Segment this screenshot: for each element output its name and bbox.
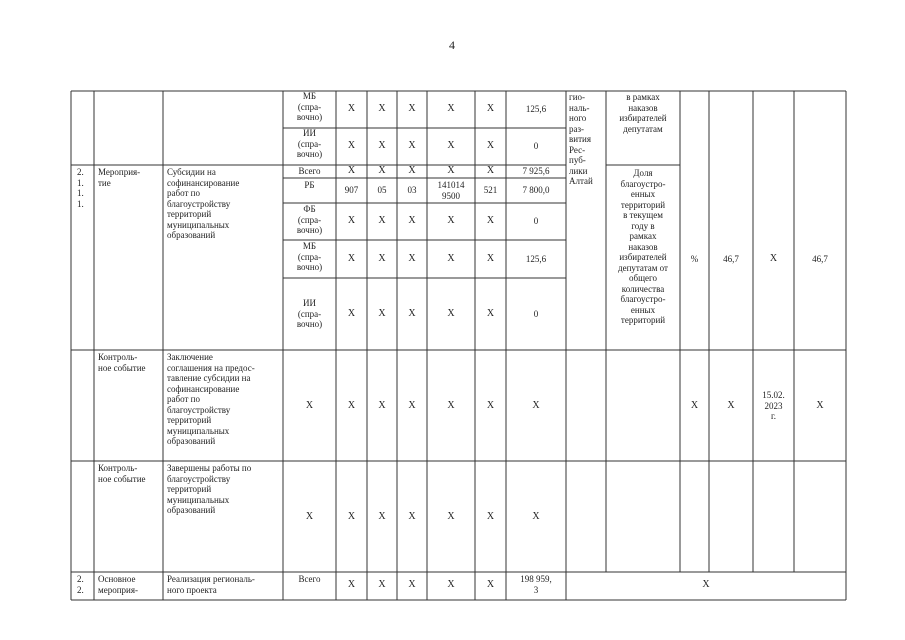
- x-mark: X: [816, 400, 824, 411]
- x-mark: X: [690, 400, 699, 411]
- x-mark: X: [408, 103, 416, 114]
- x-mark: X: [447, 308, 455, 319]
- main-total-label: Всего: [298, 574, 321, 584]
- x-mark: X: [447, 400, 455, 411]
- main-measure-number: 2. 2.: [77, 574, 84, 595]
- x-mark: X: [347, 400, 356, 411]
- x-mark: X: [486, 511, 495, 522]
- total-label: Всего: [298, 166, 321, 176]
- x-mark: X: [305, 511, 314, 522]
- x-mark: X: [347, 165, 356, 176]
- main-measure-name: Реализация региональ- ного проекта: [167, 574, 255, 595]
- event-name: Заключение соглашения на предос- тавление субсидии на софинансирование работ по благоустройству территорий муниципальных образований: [167, 352, 255, 446]
- indicator-value-2: X: [769, 253, 778, 264]
- rb-pr: 03: [407, 185, 417, 195]
- main-total-value: 198 959, 3: [520, 574, 552, 595]
- event-type: Контроль- ное событие: [98, 352, 146, 373]
- indicator-fragment: в рамках наказов избирателей депутатам: [619, 92, 667, 134]
- mb-value-top: 125,6: [525, 104, 547, 114]
- x-mark: X: [408, 308, 416, 319]
- x-mark: X: [347, 579, 356, 590]
- mb-value: 125,6: [525, 254, 547, 264]
- ii-label-top: ИИ (спра- вочно): [296, 128, 323, 159]
- rb-label: РБ: [304, 180, 315, 190]
- x-mark: X: [486, 253, 495, 264]
- x-mark: X: [378, 400, 386, 411]
- indicator-value-1: 46,7: [723, 254, 739, 264]
- x-mark: X: [486, 140, 495, 151]
- x-mark: X: [378, 579, 386, 590]
- x-mark: X: [378, 253, 386, 264]
- x-mark: X: [305, 400, 314, 411]
- x-mark: X: [447, 140, 455, 151]
- rb-csr: 141014 9500: [437, 180, 465, 201]
- fb-value: 0: [533, 216, 539, 226]
- event-date: 15.02. 2023 г.: [762, 390, 785, 421]
- responsible-executor: гио- наль- ного раз- вития Рес- пуб- лики Алтай: [569, 92, 593, 186]
- x-mark: X: [702, 579, 710, 590]
- x-mark: X: [378, 511, 386, 522]
- mb-label-top: МБ (спра- вочно): [296, 91, 323, 122]
- x-mark: X: [727, 400, 735, 411]
- x-mark: X: [532, 511, 540, 522]
- x-mark: X: [408, 253, 416, 264]
- indicator-value-3: 46,7: [812, 254, 828, 264]
- ii-value-top: 0: [533, 141, 539, 151]
- x-mark: X: [408, 400, 416, 411]
- x-mark: X: [447, 253, 455, 264]
- event-name: Завершены работы по благоустройству территорий муниципальных образований: [167, 463, 252, 515]
- fb-label: ФБ (спра- вочно): [296, 204, 323, 235]
- measure-name: Субсидии на софинансирование работ по благоустройству территорий муниципальных образований: [167, 167, 240, 240]
- rb-rz: 05: [377, 185, 387, 195]
- indicator-name: Доля благоустро- енных территорий в текущем году в рамках наказов избирателей депутатам от общего количества благоустро- енных территорий: [618, 168, 668, 325]
- measure-number: 2. 1. 1. 1.: [77, 167, 84, 209]
- x-mark: X: [447, 215, 455, 226]
- x-mark: X: [486, 579, 495, 590]
- x-mark: X: [532, 400, 540, 411]
- x-mark: X: [378, 215, 386, 226]
- x-mark: X: [347, 103, 356, 114]
- x-mark: X: [378, 140, 386, 151]
- rb-grbs: 907: [344, 185, 359, 195]
- indicator-unit: %: [690, 254, 699, 264]
- x-mark: X: [408, 215, 416, 226]
- rb-value: 7 800,0: [522, 185, 550, 195]
- x-mark: X: [408, 165, 416, 176]
- x-mark: X: [486, 400, 495, 411]
- x-mark: X: [486, 165, 495, 176]
- x-mark: X: [378, 165, 386, 176]
- x-mark: X: [486, 103, 495, 114]
- x-mark: X: [378, 103, 386, 114]
- event-type: Контроль- ное событие: [98, 463, 146, 484]
- x-mark: X: [486, 308, 495, 319]
- ii-value: 0: [533, 309, 539, 319]
- x-mark: X: [347, 215, 356, 226]
- x-mark: X: [486, 215, 495, 226]
- x-mark: X: [408, 579, 416, 590]
- x-mark: X: [447, 165, 455, 176]
- x-mark: X: [378, 308, 386, 319]
- x-mark: X: [408, 140, 416, 151]
- x-mark: X: [347, 511, 356, 522]
- x-mark: X: [347, 253, 356, 264]
- mb-label: МБ (спра- вочно): [296, 241, 323, 272]
- x-mark: X: [347, 140, 356, 151]
- rb-vr: 521: [483, 185, 498, 195]
- x-mark: X: [447, 103, 455, 114]
- x-mark: X: [408, 511, 416, 522]
- x-mark: X: [347, 308, 356, 319]
- main-measure-type: Основное мероприя-: [98, 574, 138, 595]
- x-mark: X: [447, 511, 455, 522]
- x-mark: X: [447, 579, 455, 590]
- measure-type: Мероприя- тие: [98, 167, 141, 188]
- ii-label: ИИ (спра- вочно): [296, 298, 323, 329]
- page-number: 4: [449, 38, 455, 52]
- total-value: 7 925,6: [522, 166, 550, 176]
